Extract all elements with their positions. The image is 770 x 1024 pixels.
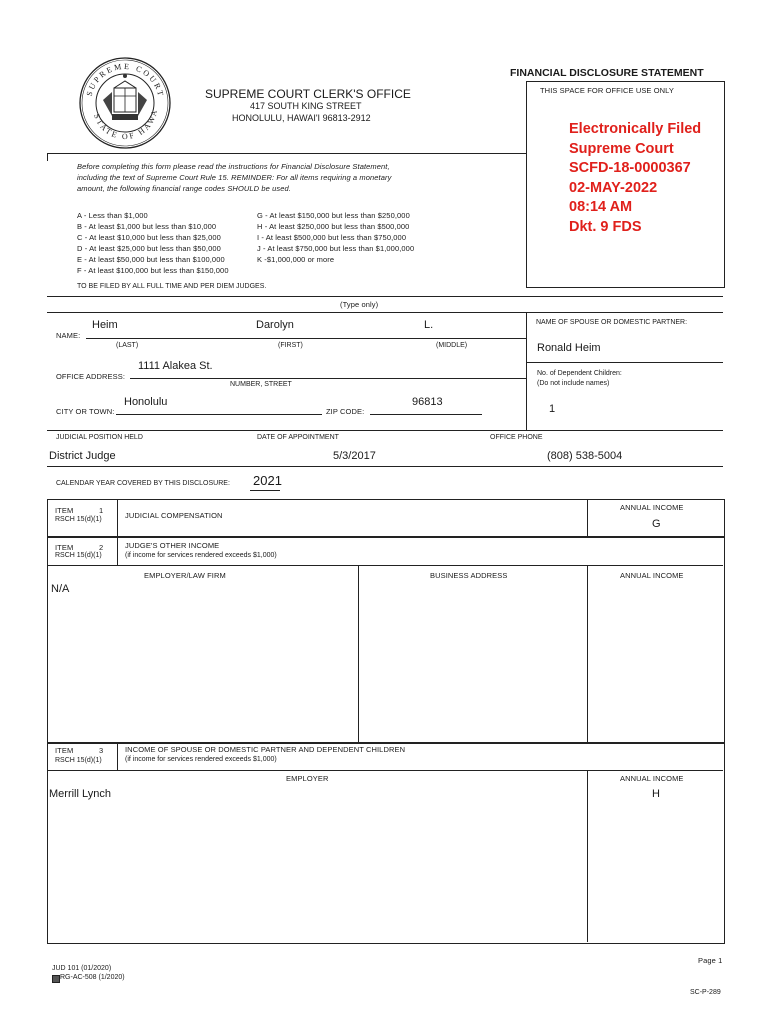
stamp-line: SCFD-18-0000367 bbox=[569, 160, 691, 176]
range-code: K -$1,000,000 or more bbox=[257, 255, 335, 264]
range-code: G - At least $150,000 but less than $250,000 bbox=[257, 211, 410, 220]
item1-divider bbox=[587, 499, 588, 536]
stamp-line: 08:14 AM bbox=[569, 199, 633, 215]
calendar-year-value: 2021 bbox=[253, 473, 282, 488]
type-only-label: (Type only) bbox=[340, 300, 379, 309]
item1-number: 1 bbox=[99, 506, 104, 515]
stamp-line: Dkt. 9 FDS bbox=[569, 218, 642, 235]
position-underline bbox=[47, 466, 723, 467]
item2-col-employer: EMPLOYER/LAW FIRM bbox=[144, 571, 226, 580]
form-code-box-icon bbox=[52, 975, 60, 983]
item2-divider bbox=[587, 565, 588, 742]
section-rule bbox=[47, 296, 723, 297]
item2-rule: RSCH 15(d)(1) bbox=[55, 552, 102, 559]
item3-subtitle: (if income for services rendered exceeds $1,000) bbox=[125, 756, 277, 763]
item3-divider bbox=[587, 770, 588, 942]
item2-label: ITEM bbox=[55, 543, 74, 552]
item2-divider bbox=[117, 536, 118, 565]
name-middle-value: L. bbox=[424, 319, 434, 331]
name-label: NAME: bbox=[56, 331, 81, 340]
office-phone-label: OFFICE PHONE bbox=[490, 434, 543, 441]
range-code: F - At least $100,000 but less than $150,000 bbox=[77, 266, 229, 275]
header-rule bbox=[47, 153, 526, 154]
range-codes-left bbox=[77, 210, 229, 276]
range-code: H - At least $250,000 but less than $500,000 bbox=[257, 222, 410, 231]
item3-employer-value: Merrill Lynch bbox=[49, 788, 111, 800]
item3-col-employer: EMPLOYER bbox=[286, 774, 329, 783]
city-label: CITY OR TOWN: bbox=[56, 407, 115, 416]
dependents-label: No. of Dependent Children: bbox=[537, 370, 622, 377]
court-seal bbox=[78, 56, 172, 150]
number-street-caption: NUMBER, STREET bbox=[230, 381, 292, 388]
stamp-line: 02-MAY-2022 bbox=[569, 179, 658, 196]
name-last-value: Heim bbox=[92, 319, 118, 331]
form-code: JUD 101 (01/2020) bbox=[52, 965, 112, 972]
page-number: Page 1 bbox=[698, 956, 723, 965]
item1-income-label: ANNUAL INCOME bbox=[620, 503, 684, 512]
item1-title: JUDICIAL COMPENSATION bbox=[125, 511, 223, 520]
range-code: C - At least $10,000 but less than $25,000 bbox=[77, 233, 221, 242]
svg-text:STATE OF HAWAII: STATE OF HAWA bbox=[91, 107, 160, 142]
item3-divider bbox=[117, 742, 118, 770]
zip-label: ZIP CODE: bbox=[326, 407, 365, 416]
spouse-value: Ronald Heim bbox=[537, 342, 601, 354]
range-code: B - At least $1,000 but less than $10,000 bbox=[77, 222, 217, 231]
name-block-divider bbox=[526, 312, 527, 430]
item3-rule bbox=[47, 770, 723, 771]
instructions-line: amount, the following financial range codes SHOULD be used. bbox=[77, 184, 291, 193]
item1-income-value: G bbox=[652, 518, 661, 530]
name-last-caption: (LAST) bbox=[116, 342, 139, 349]
appointment-label: DATE OF APPOINTMENT bbox=[257, 434, 339, 441]
range-code: A - Less than $1,000 bbox=[77, 211, 148, 220]
item3-number: 3 bbox=[99, 746, 104, 755]
item1-rule: RSCH 15(d)(1) bbox=[55, 516, 102, 523]
item2-divider bbox=[358, 565, 359, 742]
item1-label: ITEM bbox=[55, 506, 74, 515]
item2-col-income: ANNUAL INCOME bbox=[620, 571, 684, 580]
calendar-year-underline bbox=[250, 490, 280, 491]
item3-title: INCOME OF SPOUSE OR DOMESTIC PARTNER AND DEPENDENT CHILDREN bbox=[125, 745, 406, 754]
item2-employer-value: N/A bbox=[51, 583, 70, 595]
name-first-caption: (FIRST) bbox=[278, 342, 303, 349]
filing-note: TO BE FILED BY ALL FULL TIME AND PER DIEM JUDGES. bbox=[77, 283, 267, 290]
position-held-value: District Judge bbox=[49, 450, 116, 462]
item3-col-income: ANNUAL INCOME bbox=[620, 774, 684, 783]
instructions-line: Before completing this form please read the instructions for Financial Disclosure Statement, bbox=[77, 162, 390, 171]
name-middle-caption: (MIDDLE) bbox=[436, 342, 468, 349]
zip-underline bbox=[370, 414, 482, 415]
item1-divider bbox=[117, 499, 118, 536]
dependents-sublabel: (Do not include names) bbox=[537, 380, 610, 387]
item2-col-address: BUSINESS ADDRESS bbox=[430, 571, 508, 580]
appointment-value: 5/3/2017 bbox=[333, 450, 376, 462]
position-held-label: JUDICIAL POSITION HELD bbox=[56, 434, 143, 441]
name-first-value: Darolyn bbox=[256, 319, 294, 331]
item3-label: ITEM bbox=[55, 746, 74, 755]
office-address-value: 1111 Alakea St. bbox=[138, 360, 213, 372]
office-use-label: THIS SPACE FOR OFFICE USE ONLY bbox=[540, 86, 674, 95]
range-code: J - At least $750,000 but less than $1,000,000 bbox=[257, 244, 415, 253]
office-address-underline bbox=[130, 378, 526, 379]
item3-income-value: H bbox=[652, 788, 660, 800]
header-rule-left bbox=[47, 153, 48, 161]
item3-box bbox=[47, 742, 725, 944]
range-code: D - At least $25,000 but less than $50,000 bbox=[77, 244, 221, 253]
office-address-line1: 417 SOUTH KING STREET bbox=[250, 101, 362, 111]
office-address-line2: HONOLULU, HAWAI'I 96813-2912 bbox=[232, 113, 371, 123]
item2-number: 2 bbox=[99, 543, 104, 552]
name-underline bbox=[86, 338, 526, 339]
electronic-filing-stamp bbox=[569, 120, 701, 237]
calendar-year-label: CALENDAR YEAR COVERED BY THIS DISCLOSURE: bbox=[56, 480, 230, 487]
stamp-line: Supreme Court bbox=[569, 140, 674, 157]
dependents-value: 1 bbox=[549, 403, 556, 415]
office-address-label: OFFICE ADDRESS: bbox=[56, 372, 126, 381]
office-name: SUPREME COURT CLERK'S OFFICE bbox=[205, 87, 411, 101]
city-underline bbox=[116, 414, 322, 415]
item2-box bbox=[47, 536, 725, 744]
section-rule bbox=[47, 430, 723, 431]
stamp-line: Electronically Filed bbox=[569, 121, 702, 137]
range-code: E - At least $50,000 but less than $100,000 bbox=[77, 255, 225, 264]
section-rule bbox=[47, 312, 723, 313]
city-value: Honolulu bbox=[124, 396, 168, 408]
form-code: RG-AC-508 (1/2020) bbox=[60, 974, 125, 981]
instructions-line: including the text of Supreme Court Rule 15. REMINDER: For all items requiring a monetary bbox=[77, 173, 392, 182]
form-title: FINANCIAL DISCLOSURE STATEMENT bbox=[510, 67, 704, 79]
range-codes-right bbox=[257, 210, 414, 265]
spouse-label: NAME OF SPOUSE OR DOMESTIC PARTNER: bbox=[536, 319, 688, 326]
item2-subtitle: (if income for services rendered exceeds $1,000) bbox=[125, 552, 277, 559]
item2-rule bbox=[47, 565, 723, 566]
spouse-rule bbox=[526, 362, 723, 363]
zip-value: 96813 bbox=[412, 396, 443, 408]
item3-rule: RSCH 15(d)(1) bbox=[55, 757, 102, 764]
svg-text:SUPREME COURT: SUPREME COURT bbox=[84, 61, 166, 99]
range-code: I - At least $500,000 but less than $750,000 bbox=[257, 233, 407, 242]
item2-title: JUDGE'S OTHER INCOME bbox=[125, 541, 220, 550]
office-phone-value: (808) 538-5004 bbox=[547, 450, 623, 462]
form-code: SC-P-289 bbox=[690, 989, 721, 996]
